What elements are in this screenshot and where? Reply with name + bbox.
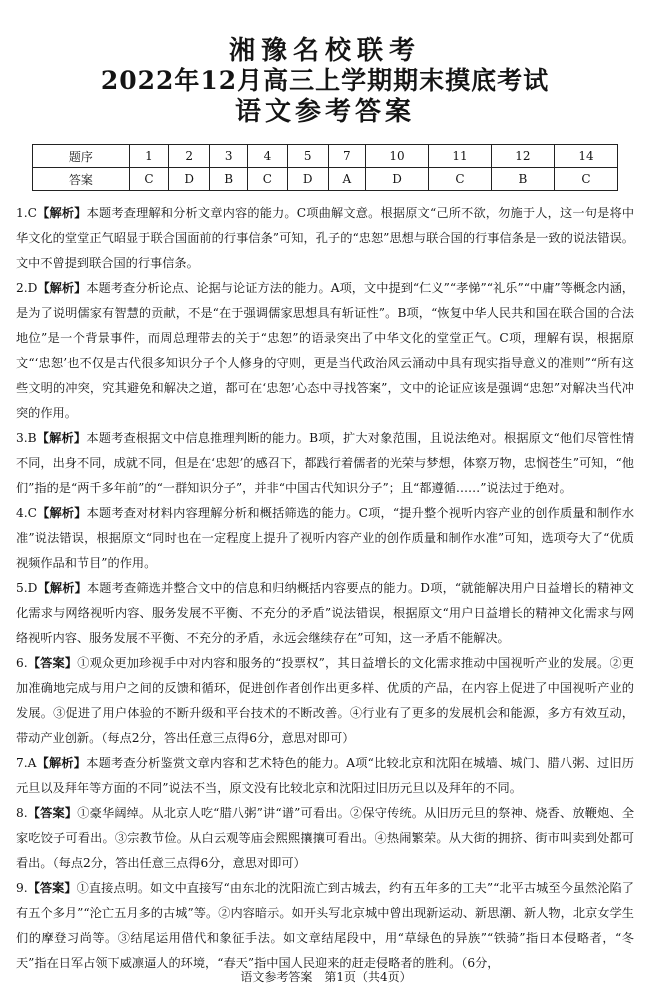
question-number: 12 bbox=[491, 145, 554, 168]
item-tag: 【答案】 bbox=[27, 806, 78, 820]
question-number: 5 bbox=[287, 145, 328, 168]
item-text: ①观众更加珍视手中对内容和服务的“投票权”，其日益增长的文化需求推动中国视听产业的发展。②更加准确地完成与用户之间的反馈和循环，促进创作者创作出更多样、优质的产品，在内容上促进了中国视听产业的发展。③促进了用户体验的不断升级和平台技术的不断改善。④行业有了更多的发展机会和能源，多方有效互动，带动产业创新。（每点2分，答出任意三点得6分，意思对即可） bbox=[16, 656, 634, 745]
answer-item bbox=[16, 751, 634, 801]
item-tag: 【解析】 bbox=[36, 756, 87, 770]
item-text: 本题考查理解和分析文章内容的能力。C项曲解文意。根据原文“己所不欲，勿施于人，这一句是将中华文化的堂堂正气昭显于联合国面前的行事信条”可知，孔子的“忠恕”思想与联合国的行事信条是一致的说法错误。文中不曾提到联合国的行事信条。 bbox=[16, 206, 634, 270]
item-text: 本题考查筛选并整合文中的信息和归纳概括内容要点的能力。D项，“就能解决用户日益增长的精神文化需求与网络视听内容、服务发展不平衡、不充分的矛盾”说法错误，根据原文“用户日益增长的精神文化需求与网络视听内容、服务发展不平衡、不充分的矛盾，永远会继续存在”可知，这一矛盾不能解决。 bbox=[16, 581, 634, 645]
answer-item bbox=[16, 201, 634, 276]
page-footer: 语文参考答案 第1页（共4页） bbox=[240, 970, 412, 984]
item-number: 2.D bbox=[16, 281, 38, 295]
item-tag: 【解析】 bbox=[36, 206, 87, 220]
answer-letter: B bbox=[491, 168, 554, 191]
answer-item bbox=[16, 501, 634, 576]
answer-letter: C bbox=[129, 168, 168, 191]
item-tag: 【答案】 bbox=[27, 656, 78, 670]
item-text: 本题考查分析论点、论据与论证方法的能力。A项，文中提到“仁义”“孝悌”“礼乐”“中庸”等概念内涵，是为了说明儒家有智慧的贡献，不是“在于强调儒家思想具有斩证性”。B项，“恢复中华人民共和国在联合国的合法地位”是一个背景事件，而周总理带去的关于“忠恕”的语录突出了中华文化的堂堂正气。C项，理解有误，根据原文“‘忠恕’也不仅是古代很多知识分子个人修身的守则，更是当代政治风云涌动中具有现实指导意义的准则”“所有这些文明的冲突，究其避免和解决之道，都可在‘忠恕’心态中寻找答案”，文中的论证应该是强调“忠恕”对解决当代冲突的作用。 bbox=[16, 281, 634, 420]
row-label-question: 题序 bbox=[33, 145, 130, 168]
item-text: 本题考查根据文中信息推理判断的能力。B项，扩大对象范围，且说法绝对。根据原文“他们尽管性情不同，出身不同，成就不同，但是在‘忠恕’的感召下，都践行着儒者的光荣与梦想，体察万物，忠悯苍生”可知，“他们”指的是“两千多年前”的“一群知识分子”，并非“中国古代知识分子”；且“都遵循……”说法过于绝对。 bbox=[16, 431, 635, 495]
answer-item bbox=[16, 801, 634, 876]
answer-item bbox=[16, 276, 634, 426]
question-number: 10 bbox=[366, 145, 429, 168]
answer-letter: B bbox=[210, 168, 248, 191]
answer-explanations bbox=[16, 201, 634, 976]
answer-letter: D bbox=[366, 168, 429, 191]
item-number: 4.C bbox=[16, 506, 37, 520]
answer-row bbox=[33, 168, 618, 191]
question-number: 4 bbox=[248, 145, 287, 168]
question-number: 14 bbox=[554, 145, 617, 168]
item-number: 1.C bbox=[16, 206, 37, 220]
item-tag: 【答案】 bbox=[27, 881, 77, 895]
question-number: 1 bbox=[129, 145, 168, 168]
answer-item bbox=[16, 576, 634, 651]
answer-letter: C bbox=[554, 168, 617, 191]
item-tag: 【解析】 bbox=[37, 281, 87, 295]
item-number: 3.B bbox=[16, 431, 37, 445]
answer-table bbox=[32, 144, 618, 191]
exam-title-line3: 语文参考答案 bbox=[234, 97, 415, 127]
answer-letter: D bbox=[169, 168, 210, 191]
answer-letter: D bbox=[287, 168, 328, 191]
answer-letter: C bbox=[429, 168, 492, 191]
answer-item bbox=[16, 426, 634, 501]
item-text: 本题考查对材料内容理解分析和概括筛选的能力。C项，“提升整个视听内容产业的创作质量和制作水准”说法错误，根据原文“同时也在一定程度上提升了视听内容产业的创作质量和制作水准”可知，选项夸大了“优质视频作品和节目”的作用。 bbox=[16, 506, 634, 570]
item-text: ①直接点明。如文中直接写“由东北的沈阳流亡到古城去，约有五年多的工夫”“北平古城至今虽然沦陷了有五个多月”“沦亡五月多的古城”等。②内容暗示。如开头写北京城中曾出现新运动、新思潮、新人物，北京女学生们的摩登习尚等。③结尾运用借代和象征手法。如文章结尾段中，用“草绿色的异族”“铁骑”指日本侵略者，“冬天”指在日军占领下威凛逼人的环境，“春天”指中国人民迎来的赶走侵略者的胜利。（6分， bbox=[16, 881, 634, 970]
question-number: 7 bbox=[328, 145, 365, 168]
question-number: 11 bbox=[429, 145, 492, 168]
item-text: ①豪华阔绰。从北京人吃“腊八粥”讲“谱”可看出。②保守传统。从旧历元旦的祭神、烧香、放鞭炮、全家吃饺子可看出。③宗教节俭。从白云观等庙会熙熙攘攘可看出。④热闹繁荣。从大街的拥挤、街市叫卖到处都可看出。（每点2分，答出任意三点得6分，意思对即可） bbox=[16, 806, 635, 870]
answer-item bbox=[16, 651, 634, 751]
item-tag: 【解析】 bbox=[36, 506, 87, 520]
item-tag: 【解析】 bbox=[37, 581, 87, 595]
item-number: 7.A bbox=[16, 756, 37, 770]
answer-letter: A bbox=[328, 168, 365, 191]
title-block bbox=[16, 36, 634, 128]
item-number: 8. bbox=[16, 806, 28, 820]
exam-title-line1: 湘豫名校联考 bbox=[228, 36, 421, 66]
exam-title-line2: 2022年12月高三上学期期末摸底考试 bbox=[100, 66, 550, 95]
item-number: 5.D bbox=[16, 581, 38, 595]
item-number: 9. bbox=[16, 881, 28, 895]
item-text: 本题考查分析鉴赏文章内容和艺术特色的能力。A项“比较北京和沈阳在城墙、城门、腊八粥、过旧历元旦以及拜年等方面的不同”说法不当，原文没有比较北京和沈阳过旧历元旦以及拜年的不同。 bbox=[16, 756, 634, 795]
answer-item bbox=[16, 876, 634, 976]
row-label-answer: 答案 bbox=[33, 168, 130, 191]
question-row bbox=[33, 145, 618, 168]
question-number: 2 bbox=[169, 145, 210, 168]
answer-letter: C bbox=[248, 168, 287, 191]
question-number: 3 bbox=[210, 145, 248, 168]
item-number: 6. bbox=[16, 656, 28, 670]
item-tag: 【解析】 bbox=[36, 431, 87, 445]
